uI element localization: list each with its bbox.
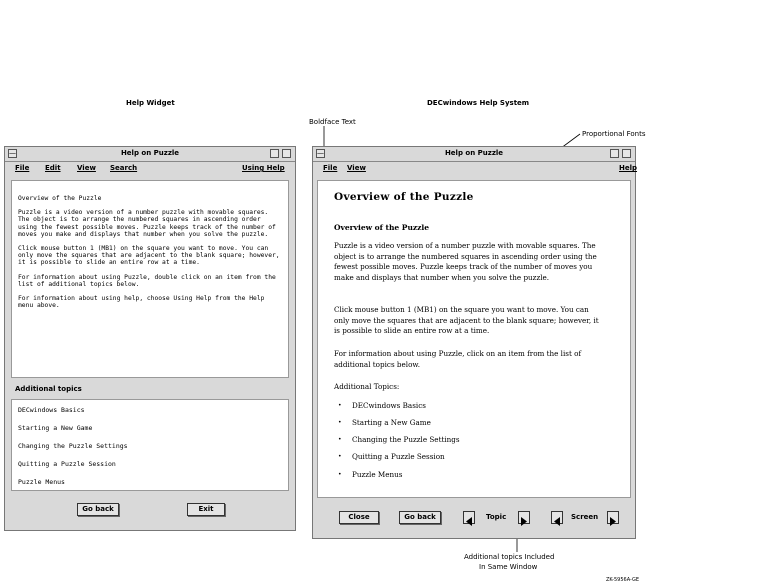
left-arrow-icon bbox=[464, 516, 474, 527]
menu-using-help[interactable]: Using Help bbox=[242, 164, 285, 172]
window-menu-icon[interactable]: — bbox=[317, 149, 324, 157]
bullet-icon: • bbox=[338, 402, 342, 409]
list-item[interactable]: DECwindows Basics bbox=[18, 406, 85, 414]
list-item[interactable]: Changing the Puzzle Settings bbox=[352, 435, 460, 444]
right-paragraph: Puzzle is a video version of a number puzzle with movable squares. The object is to arrange the numbered squares in ascending order using the fewest possible moves. Puzzle keeps track of the number of moves you make and displays that number when you solve the puzzle. bbox=[334, 241, 597, 282]
right-arrow-icon bbox=[608, 516, 618, 527]
additional-topics-callout-line2: In Same Window bbox=[479, 563, 538, 571]
right-window-title: Help on Puzzle bbox=[444, 149, 504, 157]
right-menu-bar bbox=[313, 162, 638, 176]
maximize-icon[interactable] bbox=[282, 149, 291, 158]
bullet-icon: • bbox=[338, 436, 342, 443]
list-item[interactable]: Changing the Puzzle Settings bbox=[18, 442, 128, 450]
exit-button[interactable]: Exit bbox=[187, 503, 225, 516]
menu-file[interactable]: File bbox=[15, 164, 30, 172]
additional-topics-list[interactable] bbox=[11, 399, 289, 491]
left-title-bar[interactable] bbox=[5, 147, 295, 162]
left-help-text-area[interactable] bbox=[11, 180, 289, 378]
window-menu-icon[interactable]: — bbox=[9, 149, 16, 157]
sub-heading: Overview of the Puzzle bbox=[334, 223, 430, 232]
left-arrow-icon bbox=[552, 516, 562, 527]
additional-topics-label: Additional topics bbox=[15, 385, 82, 393]
minimize-icon[interactable] bbox=[610, 149, 619, 158]
topic-previous-button[interactable] bbox=[463, 511, 475, 524]
left-paragraph: For information about using Puzzle, double click on an item from the list of additional topics below. bbox=[18, 273, 276, 288]
left-paragraph: Puzzle is a video version of a number puzzle with movable squares. The object is to arrange the numbered squares in ascending order using the fewest possible moves. Puzzle keeps track of the number of moves you make and displays that number when you solve the puzzle. bbox=[18, 209, 276, 238]
minimize-icon[interactable] bbox=[270, 149, 279, 158]
close-button[interactable]: Close bbox=[339, 511, 379, 524]
list-item[interactable]: Quitting a Puzzle Session bbox=[352, 452, 445, 461]
menu-file[interactable]: File bbox=[323, 164, 338, 172]
dec-help-window bbox=[312, 146, 636, 539]
left-paragraph: For information about using help, choose Using Help from the Help menu above. bbox=[18, 295, 265, 310]
menu-search[interactable]: Search bbox=[110, 164, 138, 172]
bullet-icon: • bbox=[338, 453, 342, 460]
menu-help[interactable]: Help bbox=[619, 164, 638, 172]
help-widget-window bbox=[4, 146, 296, 531]
right-arrow-icon bbox=[519, 516, 529, 527]
help-widget-caption: Help Widget bbox=[126, 99, 175, 107]
list-item[interactable]: DECwindows Basics bbox=[352, 401, 426, 410]
menu-view[interactable]: View bbox=[347, 164, 366, 172]
screen-next-button[interactable] bbox=[607, 511, 619, 524]
additional-topics-callout-line1: Additional topics Included bbox=[464, 553, 555, 561]
screen-previous-button[interactable] bbox=[551, 511, 563, 524]
topic-label: Topic bbox=[486, 513, 507, 521]
list-item[interactable]: Starting a New Game bbox=[18, 424, 93, 432]
list-item[interactable]: Puzzle Menus bbox=[18, 478, 65, 486]
right-paragraph: For information about using Puzzle, click on an item from the list of additional topics below. bbox=[334, 349, 582, 369]
list-item[interactable]: Puzzle Menus bbox=[352, 470, 403, 479]
screen-label: Screen bbox=[571, 513, 599, 521]
menu-edit[interactable]: Edit bbox=[45, 164, 61, 172]
go-back-button[interactable]: Go back bbox=[77, 503, 119, 516]
menu-view[interactable]: View bbox=[77, 164, 96, 172]
big-heading: Overview of the Puzzle bbox=[334, 191, 474, 203]
bullet-icon: • bbox=[338, 419, 342, 426]
left-heading: Overview of the Puzzle bbox=[18, 195, 102, 202]
left-window-title: Help on Puzzle bbox=[120, 149, 180, 157]
additional-topics-heading: Additional Topics: bbox=[334, 382, 400, 391]
right-paragraph: Click mouse button 1 (MB1) on the square you want to move. You can only move the squares that are adjacent to the blank square; however, it is possible to slide an entire row at a time. bbox=[334, 305, 599, 335]
boldface-text-callout: Boldface Text bbox=[309, 118, 356, 126]
proportional-fonts-callout: Proportional Fonts bbox=[582, 130, 646, 138]
go-back-button[interactable]: Go back bbox=[399, 511, 441, 524]
topic-next-button[interactable] bbox=[518, 511, 530, 524]
right-help-text-area[interactable] bbox=[317, 180, 631, 498]
dec-help-system-caption: DECwindows Help System bbox=[427, 99, 530, 107]
bullet-icon: • bbox=[338, 471, 342, 478]
right-title-bar[interactable] bbox=[313, 147, 635, 162]
figure-id: ZK-5956A-GE bbox=[606, 577, 640, 583]
list-item[interactable]: Quitting a Puzzle Session bbox=[18, 460, 116, 468]
left-paragraph: Click mouse button 1 (MB1) on the square you want to move. You can only move the squares that are adjacent to the blank square; however, it is possible to slide an entire row at a time. bbox=[18, 245, 280, 267]
list-item[interactable]: Starting a New Game bbox=[352, 418, 431, 427]
left-menu-bar bbox=[5, 162, 295, 176]
maximize-icon[interactable] bbox=[622, 149, 631, 158]
